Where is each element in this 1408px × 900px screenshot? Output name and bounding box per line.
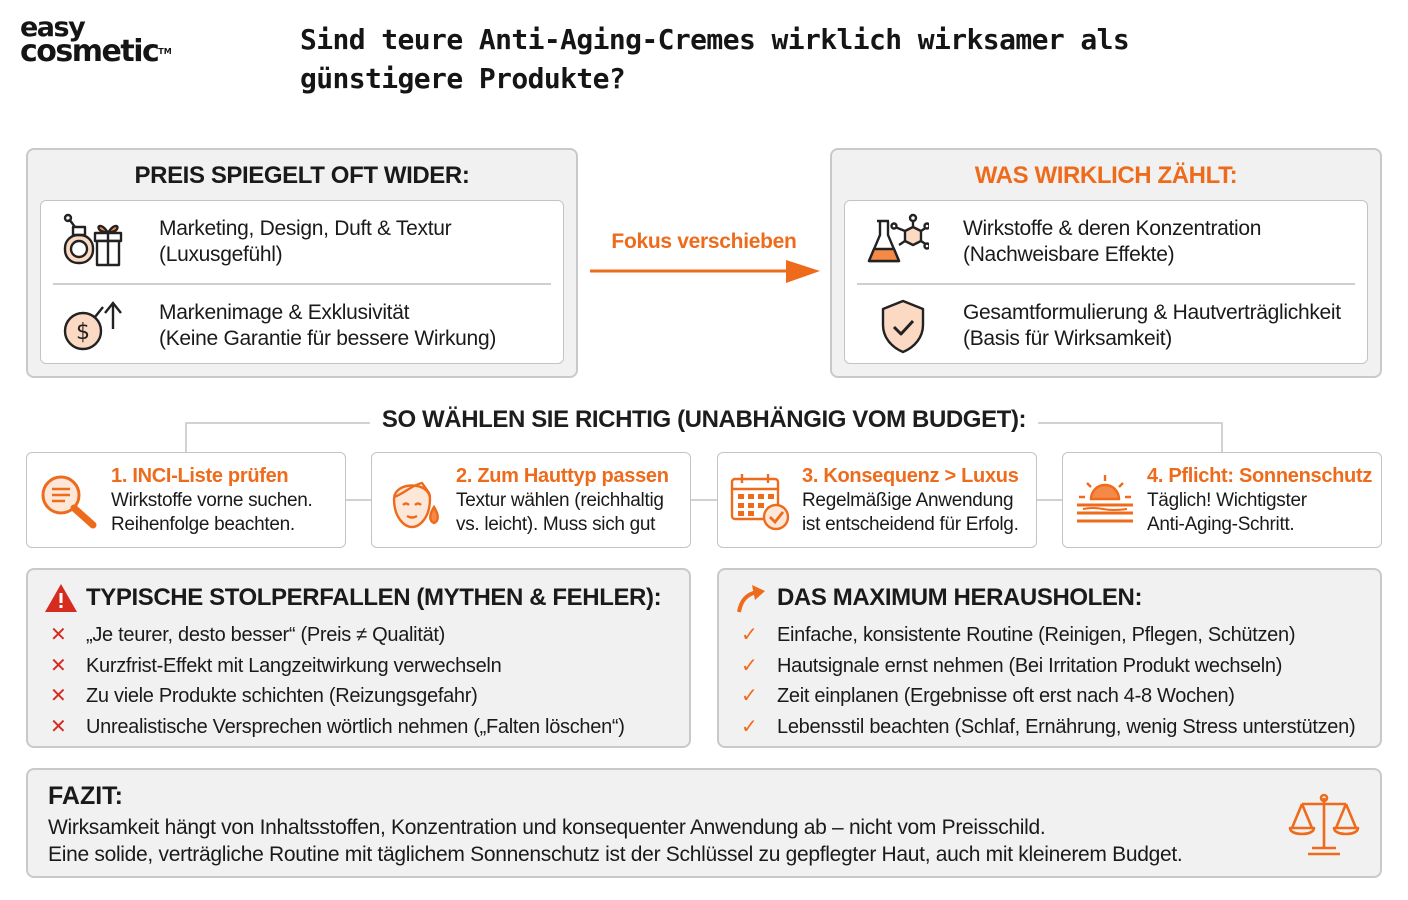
pitfalls-heading: TYPISCHE STOLPERFALLEN (MYTHEN & FEHLER): [86,584,662,611]
step-skintype-line1: Textur wählen (reichhaltig [456,490,664,511]
conclusion-panel [26,768,1382,878]
step-inci [26,452,346,548]
step-sunscreen-line1: Täglich! Wichtigster [1147,490,1307,511]
warning-icon [44,582,78,614]
price-item-marketing-title: Marketing, Design, Duft & Textur [159,217,452,240]
maximum-text: Einfache, konsistente Routine (Reinigen, Pflegen, Schützen) [777,624,1296,646]
maximum-text: Lebensstil beachten (Schlaf, Ernährung, wenig Stress unterstützen) [777,715,1356,738]
step-inci-line2: Reihenfolge beachten. [111,514,295,535]
cross-icon: ✕ [50,685,67,707]
logo-tm: TM [158,47,172,56]
matters-panel-heading: WAS WIRKLICH ZÄHLT: [974,162,1238,189]
scales-icon [1288,790,1360,860]
logo-line1: easy [20,12,85,43]
conclusion-line2: Eine solide, verträgliche Routine mit täglichem Sonnenschutz ist der Schlüssel zu gepflegter Haut, auch mit kleinerem Budget. [48,843,1183,866]
focus-arrow-label: Fokus verschieben [611,230,797,253]
matters-item-ingredients-title: Wirkstoffe & deren Konzentration [963,217,1262,240]
pitfalls-list [48,620,625,742]
matters-item-ingredients-sub: (Nachweisbare Effekte) [963,243,1175,266]
matters-item-formulation-title: Gesamtformulierung & Hautverträglichkeit [963,301,1341,324]
sun-skin-icon [1073,469,1137,533]
face-drop-icon [382,469,446,533]
maximum-panel [717,568,1382,748]
price-item-brand-title: Markenimage & Exklusivität [159,301,410,324]
step-consistency-line1: Regelmäßige Anwendung [802,490,1014,511]
step-sunscreen-title: 4. Pflicht: Sonnenschutz [1147,465,1373,487]
logo-line2: cosmetic [20,34,159,69]
svg-text:$: $ [76,320,90,345]
list-item [48,712,625,743]
maximum-text: Zeit einplanen (Ergebnisse oft erst nach 4-8 Wochen) [777,685,1235,707]
list-item [48,651,625,682]
list-item [739,681,1355,712]
maximum-heading: DAS MAXIMUM HERAUSHOLEN: [777,584,1143,611]
steps-section-title: SO WÄHLEN SIE RICHTIG (UNABHÄNGIG VOM BUDGET): [370,406,1038,434]
step-skintype [371,452,691,548]
step-sunscreen-line2: Anti-Aging-Schritt. [1147,514,1295,535]
page-title: Sind teure Anti-Aging-Cremes wirklich wirksamer als günstigere Produkte? [300,23,1130,95]
step-skintype-line2: vs. leicht). Muss sich gut [456,514,656,535]
price-item-marketing-sub: (Luxusgefühl) [159,243,283,266]
check-icon: ✓ [741,624,758,646]
maximum-list [739,620,1355,742]
step-skintype-title: 2. Zum Hauttyp passen [456,465,669,487]
conclusion-heading: FAZIT: [48,782,123,810]
conclusion-line1: Wirksamkeit hängt von Inhaltsstoffen, Konzentration und konsequenter Anwendung ab – nicht vom Preisschild. [48,816,1046,839]
step-inci-title: 1. INCI-Liste prüfen [111,465,289,487]
list-item [739,712,1355,743]
list-item [48,620,625,651]
cross-icon: ✕ [50,654,67,677]
price-panel-heading: PREIS SPIEGELT OFT WIDER: [134,162,470,189]
list-item [48,681,625,712]
step-consistency-title: 3. Konsequenz > Luxus [802,465,1019,487]
magnifier-icon [37,469,101,533]
pitfalls-panel [26,568,691,748]
step-consistency-line2: ist entscheidend für Erfolg. [802,514,1019,535]
pitfall-text: Unrealistische Versprechen wörtlich nehmen („Falten löschen“) [86,715,625,738]
curved-arrow-up-icon [735,582,769,614]
pitfall-text: Kurzfrist-Effekt mit Langzeitwirkung verwechseln [86,654,502,677]
price-item-brand-sub: (Keine Garantie für bessere Wirkung) [159,327,497,350]
step-sunscreen [1062,452,1382,548]
maximum-text: Hautsignale ernst nehmen (Bei Irritation Produkt wechseln) [777,654,1283,677]
pitfall-text: „Je teurer, desto besser“ (Preis ≠ Qualität) [86,624,446,646]
list-item [739,620,1355,651]
calendar-check-icon [728,469,792,533]
check-icon: ✓ [741,685,758,707]
step-inci-line1: Wirkstoffe vorne suchen. [111,490,313,511]
step-consistency [717,452,1037,548]
cross-icon: ✕ [50,624,67,646]
check-icon: ✓ [741,715,758,738]
matters-item-formulation-sub: (Basis für Wirksamkeit) [963,327,1172,350]
list-item [739,651,1355,682]
cross-icon: ✕ [50,715,67,738]
check-icon: ✓ [741,654,758,677]
pitfall-text: Zu viele Produkte schichten (Reizungsgefahr) [86,685,478,707]
